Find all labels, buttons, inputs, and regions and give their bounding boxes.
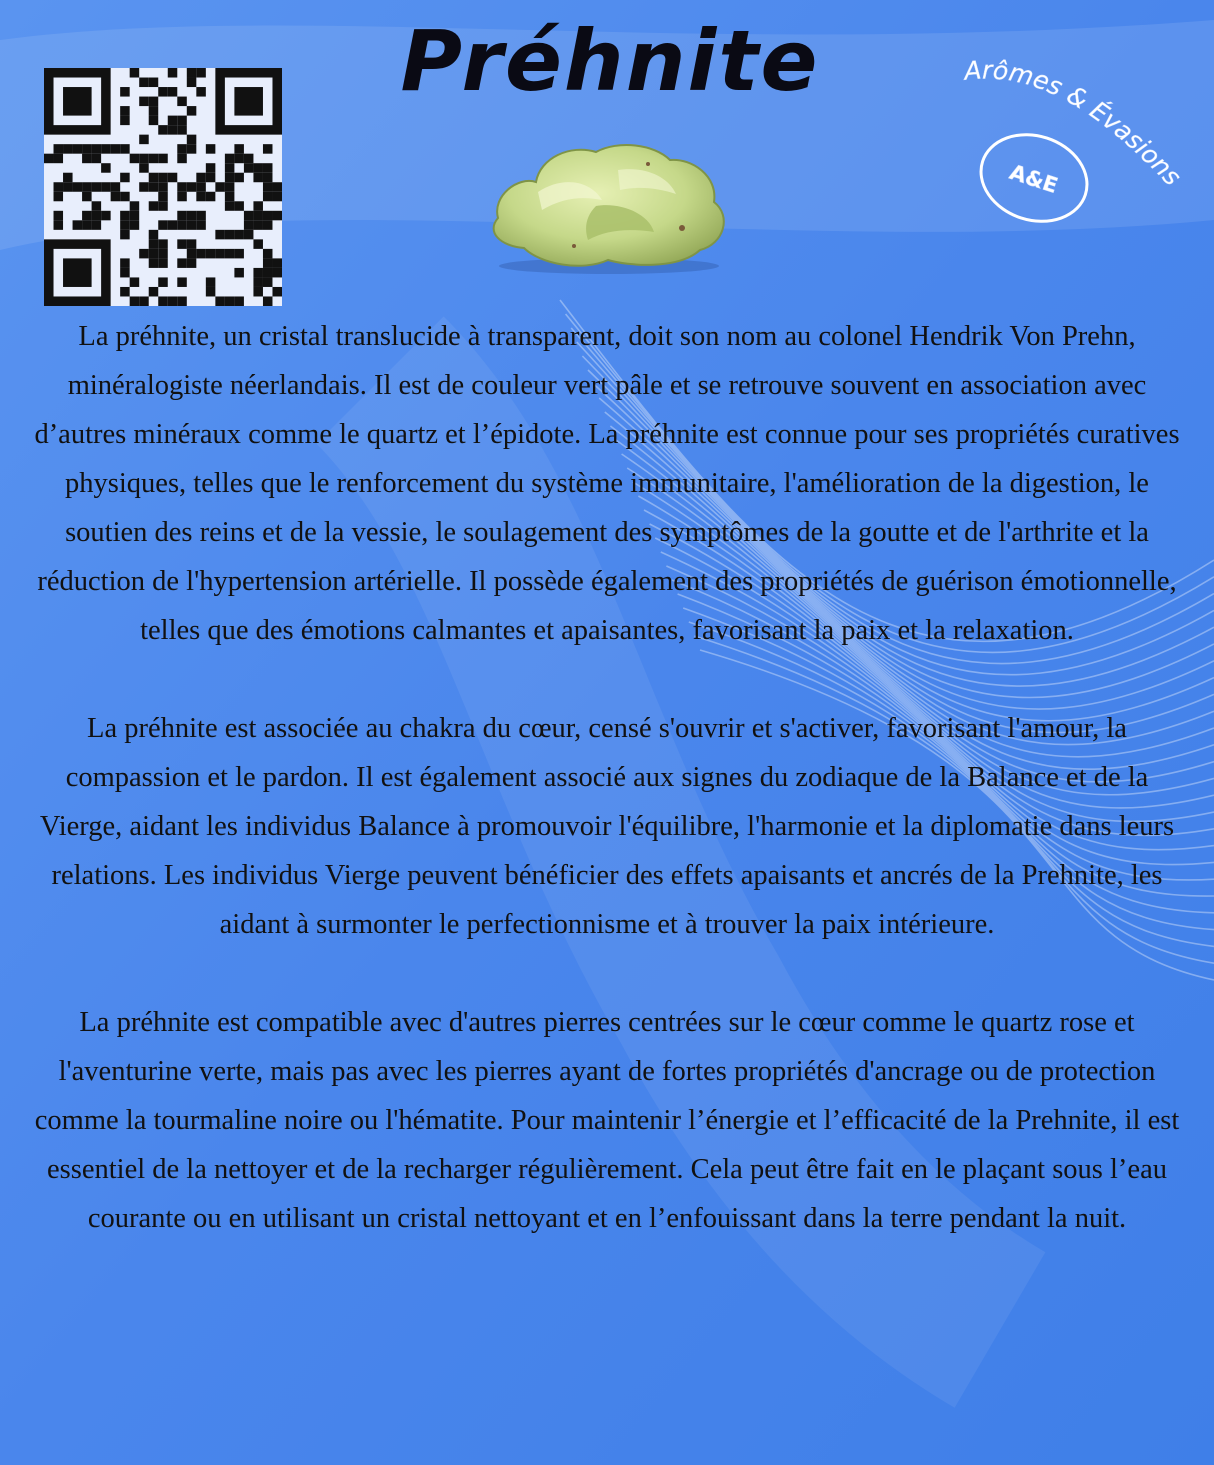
paragraph-origin: La préhnite, un cristal translucide à transparent, doit son nom au colonel Hendrik Von Prehn, minéralogiste néerlandais. Il est de couleur vert pâle et se retrouve souvent en association avec d’autres minéraux comme le quartz et l’épidote. La préhnite est connue pour ses propriétés curatives physiques, telles que le renforcement du système immunitaire, l'amélioration de la digestion, le soutien des reins et de la vessie, le soulagement des symptômes de la goutte et de l'arthrite et la réduction de l'hypertension artérielle. Il possède également des propriétés de guérison émotionnelle, telles que des émotions calmantes et apaisantes, favorisant la paix et la relaxation. bbox=[34, 321, 1180, 646]
logo-brand-text: Arômes & Évasions bbox=[963, 55, 1187, 192]
logo-initials: A&E bbox=[1006, 159, 1061, 198]
brand-logo bbox=[955, 40, 1210, 240]
prehnite-stone-image bbox=[478, 136, 740, 276]
description-text bbox=[24, 312, 1190, 1243]
paragraph-chakra: La préhnite est associée au chakra du cœur, censé s'ouvrir et s'activer, favorisant l'amour, la compassion et le pardon. Il est également associé aux signes du zodiaque de la Balance et de la Vierge, aidant les individus Balance à promouvoir l'équilibre, l'harmonie et la diplomatie dans leurs relations. Les individus Vierge peuvent bénéficier des effets apaisants et ancrés de la Prehnite, les aidant à surmonter le perfectionnisme et à trouver la paix intérieure. bbox=[39, 713, 1175, 940]
qr-code-icon bbox=[44, 68, 282, 306]
page-title: Préhnite bbox=[400, 12, 820, 110]
svg-text:Arômes & Évasions bbox=[961, 55, 1187, 191]
paragraph-compatibility: La préhnite est compatible avec d'autres pierres centrées sur le cœur comme le quartz rose et l'aventurine verte, mais pas avec les pierres ayant de fortes propriétés d'ancrage ou de protection comme la tourmaline noire ou l'hématite. Pour maintenir l’énergie et l’efficacité de la Prehnite, il est essentiel de la nettoyer et de la recharger régulièrement. Cela peut être fait en le plaçant sous l’eau courante ou en utilisant un cristal nettoyant et en l’enfouissant dans la terre pendant la nuit. bbox=[34, 1007, 1180, 1234]
